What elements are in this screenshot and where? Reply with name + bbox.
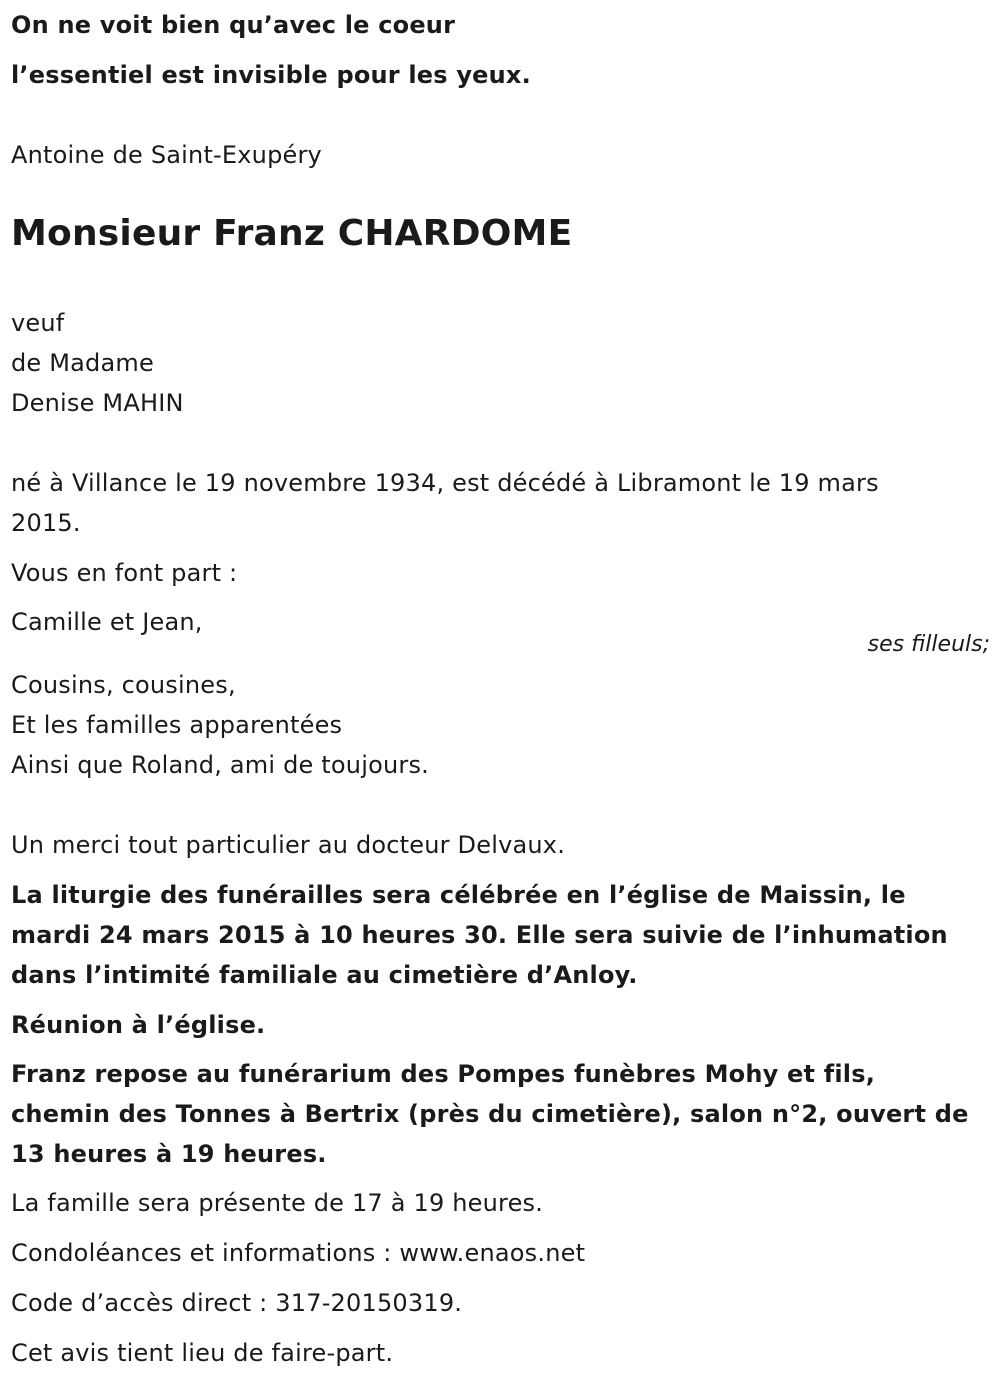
- funerarium-line-2: chemin des Tonnes à Bertrix (près du cimetière), salon n°2, ouvert de: [11, 1100, 969, 1128]
- family-presence-line: La famille sera présente de 17 à 19 heures.: [11, 1189, 544, 1217]
- thanks-line: Un merci tout particulier au docteur Delvaux.: [11, 831, 566, 859]
- friend-line: Ainsi que Roland, ami de toujours.: [11, 751, 429, 779]
- spouse-line-2: de Madame: [11, 349, 154, 377]
- quote-author: Antoine de Saint-Exupéry: [11, 141, 322, 169]
- funerarium-line-3: 13 heures à 19 heures.: [11, 1140, 327, 1168]
- birth-death-line-2: 2015.: [11, 509, 81, 537]
- funerarium-line-1: Franz repose au funérarium des Pompes funèbres Mohy et fils,: [11, 1060, 876, 1088]
- families-line: Et les familles apparentées: [11, 711, 343, 739]
- announcers-intro: Vous en font part :: [11, 559, 238, 587]
- notice-line: Cet avis tient lieu de faire-part.: [11, 1339, 394, 1367]
- funeral-line-3: dans l’intimité familiale au cimetière d’Anloy.: [11, 961, 638, 989]
- funeral-line-1: La liturgie des funérailles sera célébrée en l’église de Maissin, le: [11, 881, 906, 909]
- godchildren-names: Camille et Jean,: [11, 608, 203, 636]
- godchildren-role: ses filleuls;: [867, 632, 990, 657]
- quote-line-2: l’essentiel est invisible pour les yeux.: [11, 61, 531, 89]
- cousins-line: Cousins, cousines,: [11, 671, 236, 699]
- quote-line-1: On ne voit bien qu’avec le coeur: [11, 11, 456, 39]
- meeting-line: Réunion à l’église.: [11, 1011, 266, 1039]
- birth-death-line-1: né à Villance le 19 novembre 1934, est décédé à Libramont le 19 mars: [11, 469, 879, 497]
- spouse-line-1: veuf: [11, 309, 65, 337]
- condolences-line: Condoléances et informations : www.enaos.net: [11, 1239, 586, 1267]
- spouse-line-3: Denise MAHIN: [11, 389, 184, 417]
- deceased-name: Monsieur Franz CHARDOME: [11, 213, 573, 254]
- funeral-line-2: mardi 24 mars 2015 à 10 heures 30. Elle sera suivie de l’inhumation: [11, 921, 948, 949]
- access-code-line: Code d’accès direct : 317-20150319.: [11, 1289, 463, 1317]
